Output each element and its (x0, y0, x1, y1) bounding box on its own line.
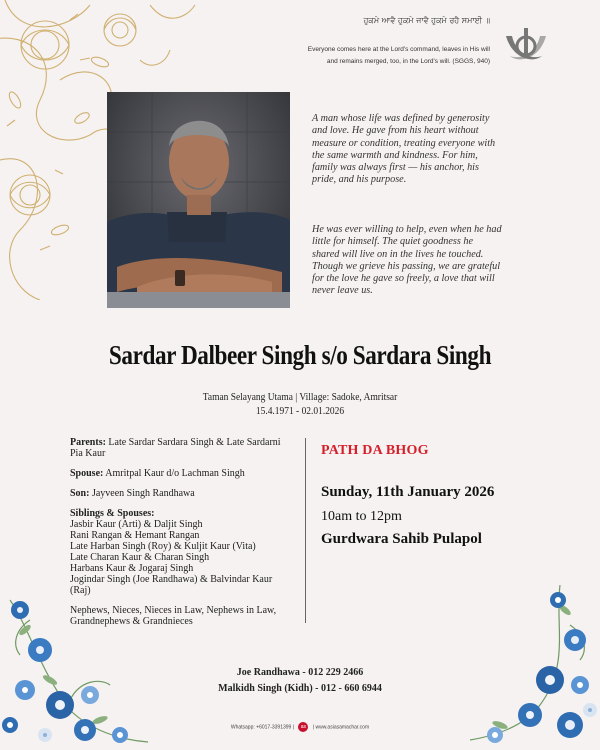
tribute-paragraph-1: A man whose life was defined by generosity and love. He gave from his heart without measure or condition, treating everyone with the same warmth and kindness. For him, family was always first — his anchor, his pride, and his purpose. (312, 113, 496, 186)
portrait-photo (107, 92, 290, 308)
sibling-item: Harbans Kaur & Jogaraj Singh (70, 563, 194, 574)
sibling-item: Late Charan Kaur & Charan Singh (70, 552, 210, 563)
deceased-dates: 15.4.1971 - 02.01.2026 (255, 406, 345, 417)
sibling-item: Late Harban Singh (Roy) & Kuljit Kaur (Vita) (70, 541, 256, 552)
spouse-row: Spouse: Amritpal Kaur d/o Lachman Singh (70, 468, 245, 479)
bhog-time: 10am to 12pm (321, 509, 402, 524)
sibling-item: Jogindar Singh (Joe Randhawa) & Balvindar Kaur (Raj) (70, 574, 273, 596)
verse-english: Everyone comes here at the Lord's command, leaves in His will and remains merged, too, in the Lord's will. (SGGS, 940) (307, 46, 490, 65)
sibling-item: Jasbir Kaur (Arti) & Daljit Singh (70, 519, 203, 530)
bhog-date: Sunday, 11th January 2026 (321, 484, 495, 500)
deceased-location: Taman Selayang Utama | Village: Sadoke, Amritsar (202, 392, 398, 403)
footer-website: | www.asiasamachar.com (312, 724, 370, 731)
extended-family: Nephews, Nieces, Nieces in Law, Nephews in Law, Grandnephews & Grandnieces (70, 605, 277, 627)
deceased-name: Sardar Dalbeer Singh s/o Sardara Singh (108, 340, 492, 370)
verse-gurmukhi: ਹੁਕਮੇ ਆਵੈ ਹੁਕਮੇ ਜਾਵੈ ਹੁਕਮੇ ਰਹੈ ਸਮਾਈ ॥ (363, 16, 490, 25)
parents-row: Parents: Late Sardar Sardara Singh & Late Sardarni Pia Kaur (70, 437, 281, 459)
bhog-venue: Gurdwara Sahib Pulapol (321, 531, 482, 547)
contact-1: Joe Randhawa - 012 229 2466 (236, 667, 364, 678)
contact-2: Malkidh Singh (Kidh) - 012 - 660 6944 (218, 683, 382, 694)
column-divider (305, 438, 306, 623)
asia-samachar-logo: as (298, 722, 308, 732)
sibling-item: Rani Rangan & Hemant Rangan (70, 530, 200, 541)
tribute-paragraph-2: He was ever willing to help, even when he had little for himself. The quiet goodness he shared will live on in the lives he touched. Though we grieve his passing, we are grateful for the love he gave so freely, a love that will never leave us. (312, 224, 502, 297)
path-da-bhog-title: PATH DA BHOG (321, 443, 429, 458)
son-row: Son: Jayveen Singh Randhawa (70, 488, 195, 499)
khanda-icon (502, 26, 550, 66)
footer (0, 722, 600, 732)
footer-whatsapp: Whatsapp: +6017-3391399 | (230, 724, 295, 731)
siblings-block: Siblings & Spouses: Jasbir Kaur (Arti) & Daljit Singh Rani Rangan & Hemant Rangan Late Harban Singh (Roy) & Kuljit Kaur (Vita) Late Charan Kaur & Charan Singh Harbans Kaur & Jogaraj Singh Jogindar Singh (Joe Randhawa) & Balvindar Kaur (Raj) (70, 508, 290, 596)
